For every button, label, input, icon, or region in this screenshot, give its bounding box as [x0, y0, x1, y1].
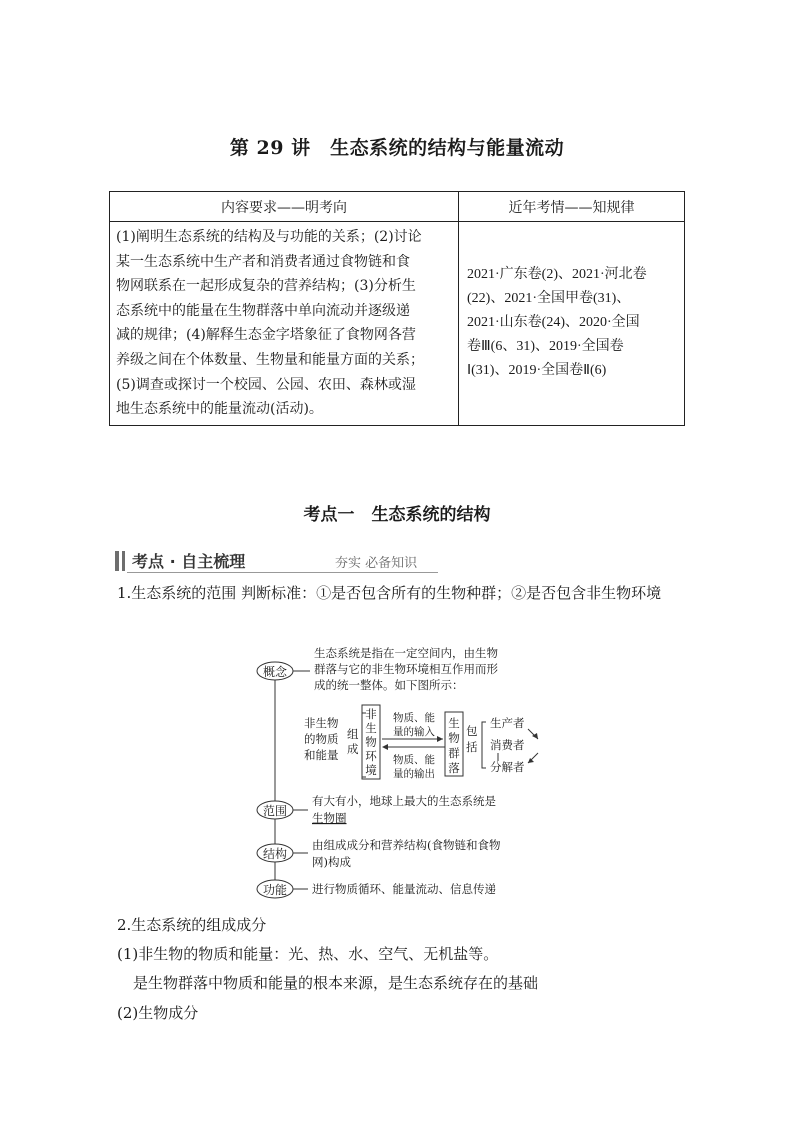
arrow-head: [528, 758, 534, 763]
req-line: (5)调查或探讨一个校园、公园、农田、森林或湿: [116, 376, 416, 393]
requirements-table: [109, 191, 685, 426]
producer-label: 生产者: [490, 716, 525, 730]
banner-label: 考点 · 自主梳理: [132, 552, 246, 571]
concept-text: 生态系统是指在一定空间内，由生物: [314, 646, 498, 660]
arrow-label-output: 量的输出: [393, 768, 435, 780]
decomposer-label: 分解者: [490, 760, 525, 774]
scope-text: 有大有小，地球上最大的生态系统是: [312, 794, 496, 808]
env-char: 环: [365, 749, 377, 763]
scope-label: 范围: [262, 804, 288, 818]
paragraph-scope: 1.生态系统的范围 判断标准：①是否包含所有的生物种群；②是否包含非生物环境: [117, 584, 662, 602]
banner-bar: [115, 551, 119, 571]
community-char: 物: [448, 731, 460, 745]
page-title: 第 29 讲 生态系统的结构与能量流动: [229, 137, 565, 159]
paragraph-biotic: (2)生物成分: [117, 1004, 199, 1022]
concept-text: 群落与它的非生物环境相互作用而形: [314, 662, 498, 676]
consumer-label: 消费者: [490, 738, 525, 752]
exam-line: 卷Ⅲ(6、31)、2019·全国卷: [467, 339, 624, 355]
req-line: 地生态系统中的能量流动(活动)。: [116, 401, 323, 418]
concept-label: 概念: [262, 665, 288, 679]
req-line: 养级之间在个体数量、生物量和能量方面的关系；: [116, 351, 424, 368]
compose-label: 组: [347, 727, 359, 741]
env-char: 物: [365, 735, 377, 749]
scope-text: 生物圈: [312, 811, 347, 825]
arrow-label-output: 物质、能: [393, 754, 435, 766]
concept-text: 成的统一整体。如下图所示：: [314, 678, 464, 692]
structure-text: 由组成成分和营养结构(食物链和食物: [312, 838, 501, 852]
req-line: (1)阐明生态系统的结构及与功能的关系；(2)讨论: [116, 229, 422, 245]
include-label: 括: [466, 740, 478, 754]
exam-line: (22)、2021·全国甲卷(31)、: [467, 291, 631, 307]
env-char: 境: [365, 763, 377, 777]
paragraph-abiotic: (1)非生物的物质和能量：光、热、水、空气、无机盐等。: [117, 945, 499, 963]
env-char: 非: [365, 707, 377, 721]
arrow-label-input: 物质、能: [393, 712, 435, 724]
exam-line: Ⅰ(31)、2019·全国卷Ⅱ(6): [467, 363, 607, 379]
banner-subtitle: 夯实 必备知识: [335, 556, 418, 571]
function-label: 功能: [262, 883, 288, 897]
req-line: 态系统中的能量在生物群落中单向流动并逐级递: [116, 302, 410, 319]
arrow-head: [437, 736, 443, 742]
bracket: [482, 722, 486, 768]
env-char: 生: [365, 721, 377, 735]
req-line: 物网联系在一起形成复杂的营养结构；(3)分析生: [116, 278, 416, 295]
abiotic-label: 和能量: [304, 748, 339, 762]
ecosystem-diagram: [250, 641, 550, 903]
abiotic-label: 非生物: [304, 716, 339, 730]
structure-label: 结构: [262, 847, 288, 861]
section-title: 考点一 生态系统的结构: [303, 505, 491, 525]
exams-cell: [459, 222, 685, 426]
community-char: 群: [448, 746, 460, 760]
requirements-cell: [110, 222, 459, 426]
compose-label: 成: [347, 742, 359, 756]
section-banner: [115, 549, 438, 573]
structure-text: 网)构成: [312, 855, 351, 869]
banner-bar: [122, 551, 125, 571]
include-label: 包: [466, 724, 478, 738]
req-line: 某一生态系统中生产者和消费者通过食物链和食: [116, 253, 410, 270]
abiotic-label: 的物质: [304, 732, 339, 746]
community-char: 落: [448, 761, 460, 775]
exam-line: 2021·山东卷(24)、2020·全国: [467, 315, 640, 331]
paragraph-basis: 是生物群落中物质和能量的根本来源，是生态系统存在的基础: [133, 974, 539, 992]
paragraph-components: 2.生态系统的组成成分: [117, 916, 267, 934]
community-char: 生: [448, 716, 460, 730]
banner-underline: [127, 572, 438, 573]
req-line: 减的规律；(4)解释生态金字塔象征了食物网各营: [116, 327, 416, 344]
table-header-requirements: 内容要求——明考向: [110, 192, 459, 222]
function-text: 进行物质循环、能量流动、信息传递: [312, 882, 496, 896]
arrow-head: [382, 744, 388, 750]
arrow-label-input: 量的输入: [393, 726, 435, 738]
exam-line: 2021·广东卷(2)、2021·河北卷: [467, 267, 647, 283]
table-header-exams: 近年考情——知规律: [459, 192, 685, 222]
